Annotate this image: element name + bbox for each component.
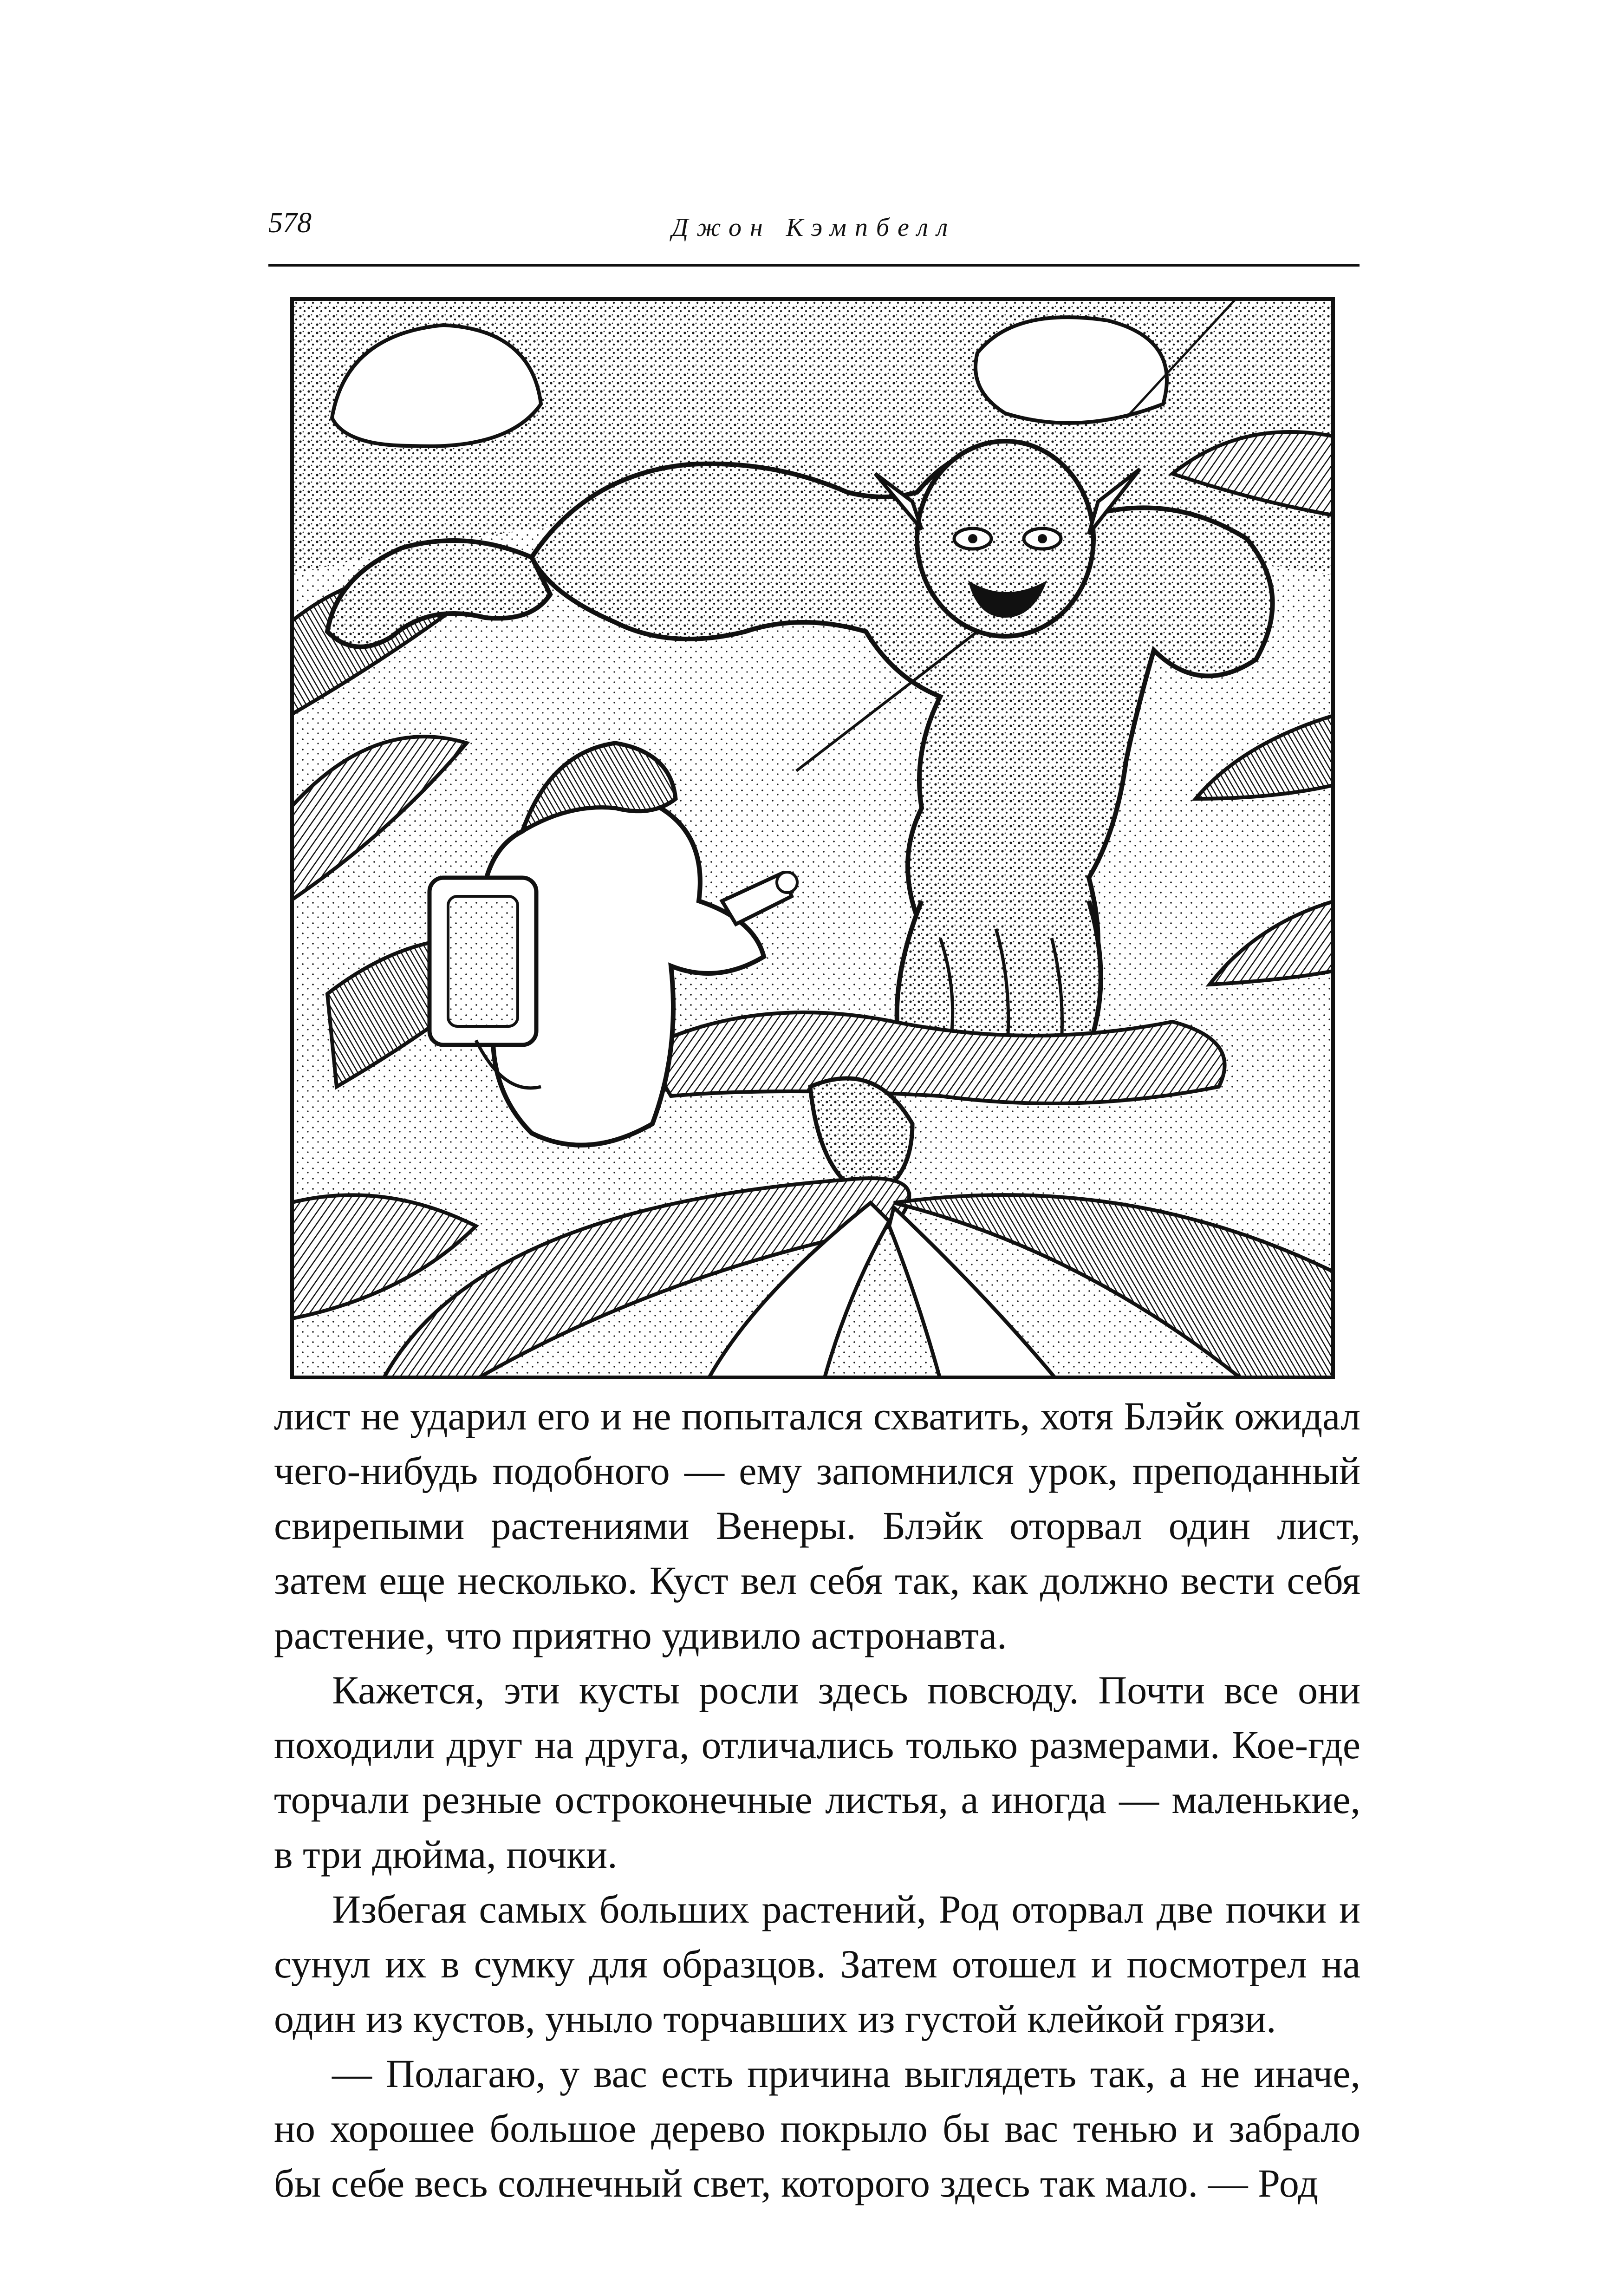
running-header (268, 204, 1360, 269)
paragraph-2: Кажется, эти кусты росли здесь повсюду. Почти все они походили друг на друга, отличались только размерами. Кое-где торчали резные остроконечные листья, а иногда — маленькие, в три дюйма, почки. (274, 1668, 1360, 1877)
running-title: Джон Кэмпбелл (671, 213, 956, 242)
jungle-alien-astronaut-illustration (290, 297, 1335, 1379)
body-text (274, 1389, 1360, 2211)
page-number: 578 (268, 207, 312, 239)
paragraph-3: Избегая самых больших растений, Род оторвал две почки и сунул их в сумку для образцов. Затем отошел и посмотрел на один из кустов, уныло торчавших из густой клейкой грязи. (274, 1887, 1360, 2041)
paragraph-4: — Полагаю, у вас есть причина выглядеть так, а не иначе, но хорошее большое дерево покрыло бы вас тенью и забрало бы себе весь солнечный свет, которого здесь так мало. — Род (274, 2051, 1360, 2205)
paragraph-1: лист не ударил его и не попытался схватить, хотя Блэйк ожидал чего-нибудь подобного — ему запомнился урок, преподанный свирепыми растениями Венеры. Блэйк оторвал один лист, затем еще несколько. Куст вел себя так, как должно вести себя растение, что приятно удивило астронавта. (274, 1394, 1360, 1657)
header-rule (268, 264, 1360, 267)
